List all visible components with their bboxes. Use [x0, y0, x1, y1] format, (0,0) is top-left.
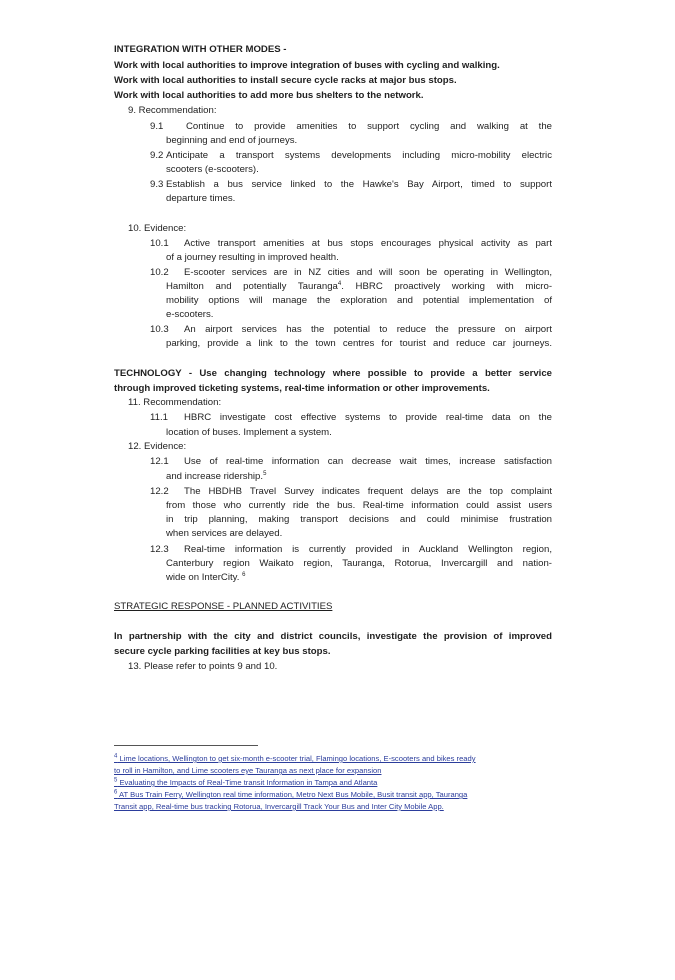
item-11-1-line1: HBRC investigate cost effective systems to provide real-time data on the [184, 412, 552, 423]
item-10-3-line1: An airport services has the potential to reduce the pressure on airport [184, 324, 552, 335]
item-12-3-num: 12.3 [150, 544, 169, 555]
item-9-1-line2: beginning and end of journeys. [166, 135, 298, 146]
integration-bold-line-1: Work with local authorities to improve integration of buses with cycling and walking. [114, 60, 500, 71]
item-9-1-num: 9.1 [150, 121, 164, 132]
item-10-1-num: 10.1 [150, 238, 169, 249]
item-10-3-line2: parking, provide a link to the town centres for tourist and reduce car journeys. [166, 338, 552, 349]
integration-heading: INTEGRATION WITH OTHER MODES - [114, 44, 287, 55]
strategic-heading: STRATEGIC RESPONSE - PLANNED ACTIVITIES [114, 601, 333, 612]
item-12-2-line2: from those who currently ride the bus. Real-time information could assist users [166, 500, 552, 511]
item-10-2-num: 10.2 [150, 267, 169, 278]
item-12-1-num: 12.1 [150, 456, 169, 467]
evidence-12-label: 12. Evidence: [128, 441, 187, 452]
footnote-4-line1[interactable]: $^4$ Lime locations, Wellington to get six-month e-scooter trial, Flamingo locations, E-scooters and bikes ready [114, 753, 476, 763]
item-10-2-line4: e-scooters. [166, 309, 214, 320]
footnote-ref-4: 4 [337, 280, 342, 287]
integration-bold-line-2: Work with local authorities to install secure cycle racks at major bus stops. [114, 75, 457, 86]
item-9-2-line2: scooters (e-scooters). [166, 164, 259, 175]
footnote-4-line2[interactable]: to roll in Hamilton, and Lime scooters eye Tauranga as next place for expansion [114, 766, 382, 775]
item-9-3-num: 9.3 [150, 179, 164, 190]
item-12-3-line3: wide on InterCity. $^6$ [166, 571, 246, 583]
item-11-1-num: 11.1 [150, 412, 168, 423]
footnote-5-line1[interactable]: $^5$ Evaluating the Impacts of Real-Time transit Information in Tampa and Atlanta [114, 777, 378, 787]
strategic-item-13: 13. Please refer to points 9 and 10. [128, 661, 278, 672]
item-12-1-line2: and increase ridership.$^5$ [166, 470, 267, 482]
item-12-3-line1: Real-time information is currently provided in Auckland Wellington region, [184, 544, 552, 555]
integration-bold-line-3: Work with local authorities to add more bus shelters to the network. [114, 90, 424, 101]
item-10-1-line2: of a journey resulting in improved health. [166, 252, 339, 263]
recommendation-9-label: 9. Recommendation: [128, 105, 217, 116]
item-9-1-line1: Continue to provide amenities to support cycling and walking at the [186, 121, 552, 132]
item-12-2-num: 12.2 [150, 486, 169, 497]
strategic-bold-line1: In partnership with the city and district councils, investigate the provision of improved [114, 631, 552, 642]
item-9-2-line1: Anticipate a transport systems developments including micro-mobility electric [166, 150, 552, 161]
item-12-2-line1: The HBDHB Travel Survey indicates frequent delays are the top complaint [184, 486, 552, 497]
item-12-2-line3: in trip planning, making transport decisions and could minimise frustration [166, 514, 552, 525]
item-10-2-line2: Hamilton and potentially Tauranga$^4$. HBRC proactively working with micro- [166, 280, 553, 292]
item-10-2-line3: mobility options will manage the exploration and potential implementation of [166, 295, 552, 306]
strategic-bold-line2: secure cycle parking facilities at key bus stops. [114, 646, 331, 657]
item-10-3-num: 10.3 [150, 324, 169, 335]
item-9-3-line1: Establish a bus service linked to the Hawke's Bay Airport, timed to support [166, 179, 552, 190]
item-12-1-line1: Use of real-time information can decrease wait times, increase satisfaction [184, 456, 552, 467]
footnote-separator [114, 745, 258, 746]
item-12-3-line2: Canterbury region Waikato region, Tauranga, Rotorua, Invercargill and nation- [166, 558, 552, 569]
footnote-ref-6: 6 [242, 571, 246, 578]
item-10-2-line1: E-scooter services are in NZ cities and will soon be operating in Wellington, [184, 267, 552, 278]
evidence-10-label: 10. Evidence: [128, 223, 187, 234]
footnote-6-line1[interactable]: $^6$ AT Bus Train Ferry, Wellington real time information, Metro Next Bus Mobile, Busit transit app, Tauranga [114, 789, 468, 799]
recommendation-11-label: 11. Recommendation: [128, 397, 222, 408]
item-11-1-line2: location of buses. Implement a system. [166, 427, 332, 438]
item-10-1-line1: Active transport amenities at bus stops encourages physical activity as part [184, 238, 552, 249]
footnote-6-line2[interactable]: Transit app, Real-time bus tracking Rotorua, Invercargill Track Your Bus and Inter City Mobile App. [114, 802, 444, 811]
item-9-3-line2: departure times. [166, 193, 236, 204]
technology-heading-line2: through improved ticketing systems, real-time information or other improvements. [114, 383, 490, 394]
item-12-2-line4: when services are delayed. [166, 528, 283, 539]
footnote-ref-5: 5 [263, 470, 267, 477]
item-9-2-num: 9.2 [150, 150, 164, 161]
technology-heading-line1: TECHNOLOGY - Use changing technology where possible to provide a better service [114, 368, 552, 379]
